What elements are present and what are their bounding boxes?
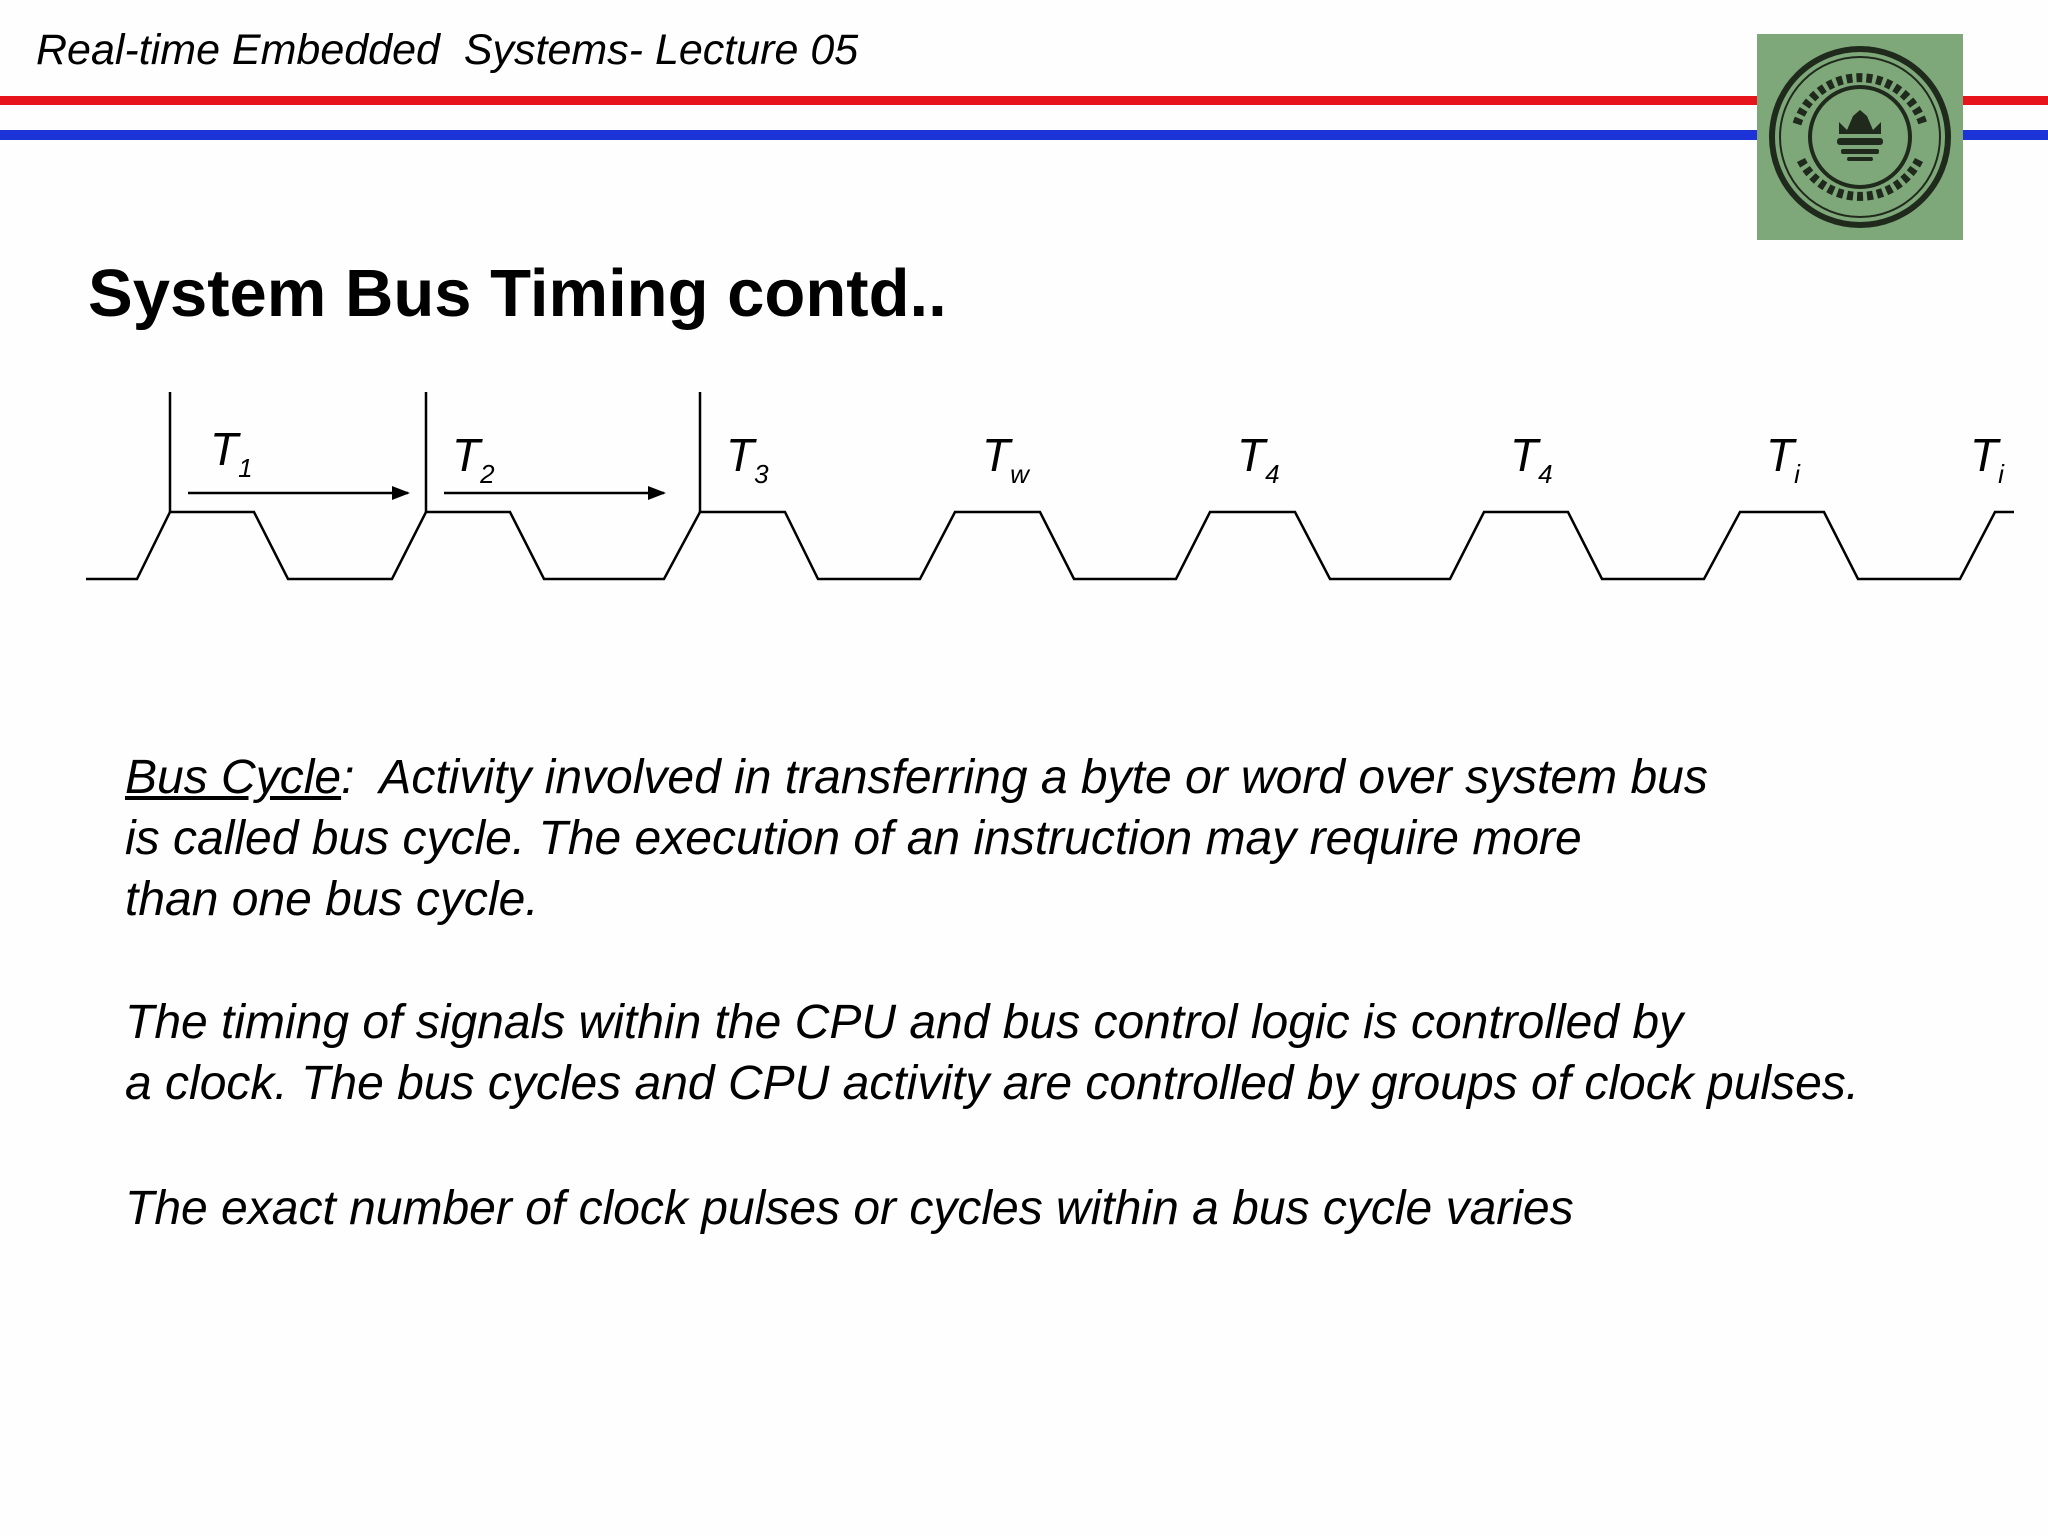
t-state-label: T2: [452, 429, 495, 489]
university-seal-logo: [1757, 34, 1963, 240]
lecture-header: Real-time Embedded Systems- Lecture 05: [36, 26, 859, 74]
t1-arrow-head: [392, 486, 410, 500]
bus-cycle-definition: [125, 747, 1708, 930]
t-state-label: Ti: [1766, 429, 1800, 489]
clock-waveform: [86, 512, 2014, 579]
bus-timing-diagram: [0, 380, 2048, 620]
bus-cycle-term: Bus Cycle: [125, 751, 342, 804]
t-state-label: Tw: [982, 429, 1029, 489]
t2-arrow-head: [648, 486, 666, 500]
clock-timing-paragraph: [125, 992, 1859, 1114]
clock-pulses-paragraph: [125, 1178, 1574, 1239]
header-blue-rule: [0, 130, 2048, 140]
para-text: than one bus cycle.: [125, 873, 539, 926]
header-red-rule: [0, 96, 2048, 105]
t-state-label: T3: [726, 429, 769, 489]
header-rule-gap: [0, 105, 2048, 130]
slide-title: System Bus Timing contd..: [88, 256, 947, 331]
t-state-label: T4: [1237, 429, 1280, 489]
para-text: The timing of signals within the CPU and bus control logic is controlled by: [125, 996, 1684, 1049]
para-text: : Activity involved in transferring a byte or word over system bus: [341, 751, 1708, 804]
para-text: is called bus cycle. The execution of an instruction may require more: [125, 812, 1582, 865]
t-state-label: Ti: [1970, 429, 2004, 489]
t-state-label: T4: [1510, 429, 1553, 489]
para-text: The exact number of clock pulses or cycles within a bus cycle varies: [125, 1182, 1574, 1235]
university-seal-icon: [1757, 34, 1963, 240]
t-state-label: T1: [210, 423, 253, 483]
para-text: a clock. The bus cycles and CPU activity are controlled by groups of clock pulses.: [125, 1057, 1860, 1110]
